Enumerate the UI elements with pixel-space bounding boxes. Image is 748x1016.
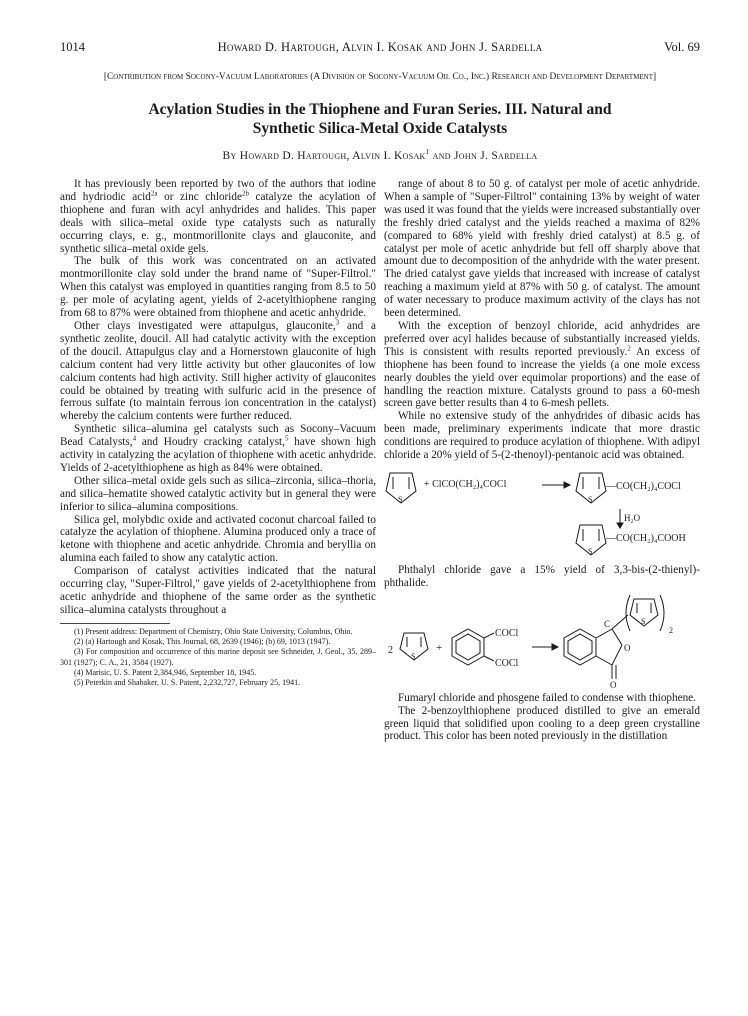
footnote-rule — [60, 623, 170, 624]
carbonyl-oxygen-label: O — [610, 679, 617, 689]
plus-sign: + — [436, 641, 443, 654]
adipyl-reagent: + ClCO(CH₂)₄COCl — [424, 478, 507, 490]
footnote-ref: 4 — [132, 434, 137, 443]
byline-suffix: and John J. Sardella — [429, 149, 538, 162]
coefficient-label: 2 — [388, 644, 393, 656]
sulfur-label: S — [411, 651, 416, 661]
footnote-3: (3) For composition and occurrence of this marine deposit see Schneider, J. Geol., 35, 289–301 (1927); C. A., 21, 3584 (1927). — [60, 647, 376, 667]
text-run: catalyze the acylation of thiophene and furan with acyl anhydrides and halides. This paper deals with silica–metal oxide type catalysts such as naturally occurring clays, e. g., montmorillonite clays and glauconite, and synthetic silica–metal oxide gels. — [60, 190, 376, 255]
text-run: or zinc chloride — [157, 190, 242, 203]
paragraph-super-filtrol: The bulk of this work was concentrated on an activated montmorillonite clay sold under the brand name of "Super-Filtrol." When this catalyst was employed in quantities ranging from 8.5 to 50 g. per mole of acylating agent, yields of 2-acetylthiophene ranging from 68 to 87% were obtained from thiophene and acetic anhydride. — [60, 255, 376, 320]
page-number: 1014 — [60, 40, 85, 54]
article-title — [60, 101, 700, 138]
footnote-ref: 2b — [241, 189, 249, 198]
cocl-bottom: COCl — [495, 657, 519, 669]
reaction-scheme-adipyl — [384, 465, 700, 561]
footnote-ref: 2a — [150, 189, 158, 198]
paragraph-fumaryl: Fumaryl chloride and phosgene failed to condense with thiophene. — [398, 691, 696, 704]
paragraph-phthalyl: Phthalyl chloride gave a 15% yield of 3,3-bis-(2-thienyl)-phthalide. — [384, 563, 700, 589]
text-run: With the exception of benzoyl chloride, acid anhydrides are preferred over acyl halides because of substantially increased yields. This is consistent with results reported previously. — [384, 319, 700, 358]
paragraph-intro — [60, 178, 376, 255]
text-run: It has previously been reported by two of the authors that iodine and hydriodic acid — [60, 178, 376, 203]
adipyl-product: —CO(CH₂)₄COCl — [606, 480, 681, 492]
paragraph-benzoylthiophene: The 2-benzoylthiophene produced distilled to give an emerald green liquid that solidified upon cooling to a deep green crystalline product. This color has been noted previously in the distillation — [384, 704, 700, 743]
benzene-inner-ring — [456, 634, 480, 660]
footnote-1: (1) Present address: Department of Chemistry, Ohio State University, Columbus, Ohio. — [74, 626, 353, 636]
cocl-top: COCl — [495, 627, 519, 639]
water-label: H₂O — [624, 512, 641, 523]
sulfur-label: S — [398, 494, 403, 504]
sulfur-label: S — [588, 494, 593, 504]
text-run: An excess of thiophene has been found to increase the yields (a one mole excess nearly doubles the yield over equimolar proportions) and the ease of handling the reaction mixture. Catalysts ground to pass a 60-mesh screen gave better results than 4 to 6-mesh pellets. — [384, 345, 700, 410]
footnote-ref: 2 — [627, 344, 631, 353]
volume-label: Vol. 69 — [664, 40, 700, 54]
left-column — [60, 178, 376, 689]
footnote-4: (4) Marisic, U. S. Patent 2,384,946, September 18, 1945. — [74, 668, 257, 677]
byline-footnote-mark: 1 — [425, 148, 430, 156]
benzene-inner-ring — [568, 634, 592, 660]
text-run: Synthetic silica–alumina gel catalysts such as Socony–Vacuum Bead Catalysts, — [60, 423, 376, 449]
reaction-scheme-phthalyl — [384, 593, 700, 689]
text-run: Other clays investigated were attapulgus, glauconite, — [74, 319, 336, 332]
paragraph-catalyst-range: range of about 8 to 50 g. of catalyst per mole of acetic anhydride. When a sample of "Super-Filtrol" containing 13% by weight of water was used it was found that the yields were increased substantially over the freshly dried catalyst and the yields reached a maxima of 82% (compared to 68% yield with freshly dried catalyst) at 8.5 g. of catalyst per mole of acetic anhydride but fell off sharply above that amount due to decomposition of the anhydride with the water present. The dried catalyst gave yields that increased with increase of catalyst reaching a maximum yield at 87% with 50 g. of catalyst. The amount of water necessary to produce maximum activity of the clays has not been determined. — [384, 178, 700, 320]
ring-oxygen-label: O — [624, 642, 631, 653]
footnote-ref: 5 — [284, 434, 289, 443]
paragraph-other-gels: Other silica–metal oxide gels such as silica–zirconia, silica–thoria, and silica–hematite showed catalytic activity but in general they were inferior to silica–alumina compositions. — [60, 474, 376, 513]
adipyl-scheme-svg — [384, 465, 700, 561]
phthalyl-scheme-svg — [384, 593, 700, 689]
sulfur-label: S — [641, 616, 646, 626]
subscript-two: 2 — [669, 625, 673, 635]
running-head — [60, 40, 700, 58]
byline-prefix: By Howard D. Hartough, Alvin I. Kosak — [222, 149, 426, 162]
text-run: and a synthetic zeolite, doucil. All had catalytic activity with the exception of the doucil. Attapulgus clay and a Hornerstown glauconite of high calcium content had very little activity but other glauconites of low calcium contents had high activity. Still higher activity of glauconites could be obtained by treating with sulfuric acid in the presence of ferrous sulfate (to maintain ferrous ion concentration in the catalyst) whereby the calcium contents were further reduced. — [60, 319, 376, 423]
paragraph-synthetic-gels — [60, 423, 376, 475]
contribution-note: [Contribution from Socony-Vacuum Laboratories (A Division of Socony-Vacuum Oil Co., Inc.) Research and Development Department] — [103, 72, 657, 82]
paragraph-dibasic-acids: While no extensive study of the anhydrides of dibasic acids has been made, preliminary experiments indicate that more drastic conditions are required to produce acylation of thiophene. With adipyl chloride a 20% yield of 5-(2-thenoyl)-pentanoic acid was obtained. — [384, 410, 700, 462]
footnote-ref: 3 — [335, 318, 340, 327]
paragraph-anhydrides — [384, 320, 700, 410]
footnote-2: (2) (a) Hartough and Kosak, This Journal, 68, 2639 (1946); (b) 69, 1013 (1947). — [74, 637, 331, 647]
title-line-1: Acylation Studies in the Thiophene and Furan Series. III. Natural and — [148, 101, 612, 118]
carbon-label: C — [604, 618, 611, 629]
right-column — [384, 178, 700, 743]
text-run: and Houdry cracking catalyst, — [136, 436, 285, 449]
sulfur-label: S — [588, 546, 593, 556]
title-line-2: Synthetic Silica-Metal Oxide Catalysts — [252, 119, 508, 137]
text-run: have shown high activity in catalyzing the acylation of thiophene with acetic anhydride. Yields of 2-acetylthiophene as high as 84% were obtained. — [60, 436, 376, 474]
thenoyl-pentanoic-acid: —CO(CH₂)₄COOH — [606, 532, 686, 544]
paragraph-failed-catalysts: Silica gel, molybdic oxide and activated coconut charcoal failed to catalyze the acylation of thiophene. Alumina produced only a trace of ketone with thiophene and acetic anhydride. Chromia and beryllia on alumina each failed to show any catalytic action. — [60, 513, 376, 565]
running-head-authors: Howard D. Hartough, Alvin I. Kosak and John J. Sardella — [217, 40, 543, 54]
paragraph-comparison: Comparison of catalyst activities indicated that the natural occurring clay, "Super-Filtrol," gave yields of 2-acetylthiophene from acetic anhydride and thiophene of the same order as the synthetic silica–alumina catalysts throughout a — [60, 565, 376, 616]
paragraph-other-clays — [60, 320, 376, 423]
footnote-5: (5) Peterkin and Shabaker, U. S. Patent, 2,232,727, February 25, 1941. — [74, 678, 301, 688]
byline — [60, 148, 700, 162]
